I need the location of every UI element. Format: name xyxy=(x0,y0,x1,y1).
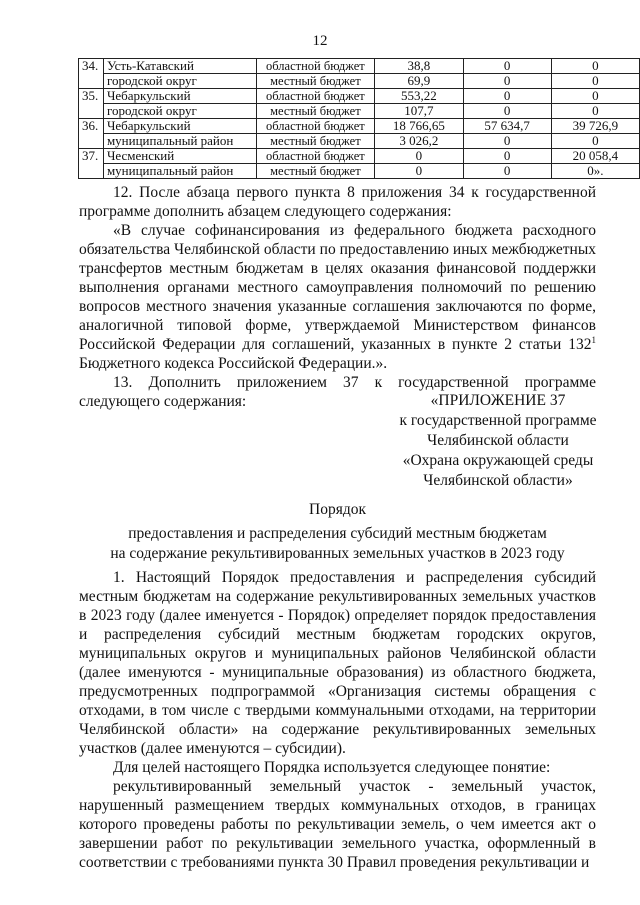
municipality-name-line: Чесменский xyxy=(103,149,256,164)
table-row xyxy=(79,89,640,104)
budget-type-cell: областной бюджет xyxy=(256,149,375,164)
appendix-line-5: Челябинской области» xyxy=(423,472,573,489)
order-title xyxy=(79,500,596,564)
value-cell: 3 026,2 xyxy=(375,134,463,149)
appendix-line-4: «Охрана окружающей среды xyxy=(402,452,594,469)
appendix-line-2: к государственной программе xyxy=(399,412,597,429)
paragraph-12: 12. После абзаца первого пункта 8 приложения 34 к государственной программе дополнить абзацем следующего содержания: xyxy=(79,184,596,220)
municipality-name-line: Чебаркульский xyxy=(103,89,256,104)
value-cell: 0 xyxy=(551,59,639,74)
table-row xyxy=(79,164,640,179)
value-cell: 0 xyxy=(463,89,551,104)
municipality-name-line: Чебаркульский xyxy=(103,119,256,134)
municipality-name-line: муниципальный район xyxy=(103,134,256,149)
page-number: 12 xyxy=(312,33,328,49)
paragraph-12-quote-text: «В случае софинансирования из федерального бюджета расходного обязательства Челябинской области по предоставлению иных межбюджетных трансфертов местным бюджетам в целях оказания финансовой поддержки выполнения органами местного самоуправления полномочий по решению вопросов местного значения указанные соглашения заключаются по форме, аналогичной типовой форме, утверждаемой Министерством финансов Российской Федерации для соглашений, указанных в пункте 2 статьи 132 xyxy=(79,222,596,353)
value-cell: 0 xyxy=(463,164,551,179)
value-cell: 0 xyxy=(551,104,639,119)
table-row xyxy=(79,59,640,74)
row-number: 37. xyxy=(79,149,104,179)
table-row xyxy=(79,74,640,89)
value-cell: 57 634,7 xyxy=(463,119,551,134)
table-row xyxy=(79,104,640,119)
table-row xyxy=(79,134,640,149)
paragraph-12-quote-end: Бюджетного кодекса Российской Федерации.». xyxy=(79,355,388,372)
budget-type-cell: местный бюджет xyxy=(256,104,375,119)
value-cell: 0 xyxy=(463,104,551,119)
value-cell: 0 xyxy=(463,59,551,74)
value-cell: 0 xyxy=(463,74,551,89)
budget-type-cell: местный бюджет xyxy=(256,164,375,179)
value-cell: 20 058,4 xyxy=(551,149,639,164)
order-title-line-2: предоставления и распределения субсидий местным бюджетам xyxy=(128,525,547,542)
body-paragraph-1: 1. Настоящий Порядок предоставления и распределения субсидий местным бюджетам на содержание рекультивированных земельных участков в 2023 году (далее именуется - Порядок) определяет порядок предоставления и распределения субсидий местным бюджетам городских округов, муниципальных округов и муниципальных районов Челябинской области (далее именуются - муниципальные образования) из областного бюджета, предусмотренных подпрограммой «Организация системы обращения с отходами, в том числе с твердыми коммунальными отходами, на территории Челябинской области» на содержание рекультивированных земельных участков (далее именуются – субсидии). xyxy=(79,569,596,757)
value-cell: 0 xyxy=(375,149,463,164)
value-cell: 0 xyxy=(551,134,639,149)
body-paragraph-2: Для целей настоящего Порядка используется следующее понятие: xyxy=(113,759,551,776)
row-number: 35. xyxy=(79,89,104,119)
budget-type-cell: областной бюджет xyxy=(256,119,375,134)
value-cell: 18 766,65 xyxy=(375,119,463,134)
appendix-line-3: Челябинской области xyxy=(427,432,569,449)
budget-type-cell: областной бюджет xyxy=(256,89,375,104)
row-number: 36. xyxy=(79,119,104,149)
budget-table xyxy=(78,58,640,179)
value-cell: 553,22 xyxy=(375,89,463,104)
value-cell: 0 xyxy=(463,149,551,164)
order-title-line-1: Порядок xyxy=(309,501,366,518)
value-cell: 69,9 xyxy=(375,74,463,89)
value-cell: 39 726,9 xyxy=(551,119,639,134)
appendix-header xyxy=(392,391,604,491)
value-cell: 0 xyxy=(551,89,639,104)
value-cell: 0 xyxy=(375,164,463,179)
budget-type-cell: местный бюджет xyxy=(256,134,375,149)
paragraph-13: 13. Дополнить приложением 37 к государственной программе следующего содержания: xyxy=(79,374,596,410)
value-cell: 38,8 xyxy=(375,59,463,74)
paragraph-12-block xyxy=(79,183,596,411)
budget-type-cell: областной бюджет xyxy=(256,59,375,74)
municipality-name-line: Усть-Катавский xyxy=(103,59,256,74)
municipality-name-line: муниципальный район xyxy=(103,164,256,179)
paragraph-12-quote xyxy=(79,221,596,373)
municipality-name-line: городской округ xyxy=(103,74,256,89)
order-body xyxy=(79,568,596,872)
value-cell: 0 xyxy=(551,74,639,89)
table-row xyxy=(79,149,640,164)
budget-type-cell: местный бюджет xyxy=(256,74,375,89)
value-cell: 0 xyxy=(463,134,551,149)
body-paragraph-3: рекультивированный земельный участок - земельный участок, нарушенный размещением твердых коммунальных отходов, в границах которого проведены работы по рекультивации земель, о чем имеется акт о завершении работ по рекультивации земельного участка, оформленный в соответствии с требованиями пункта 30 Правил проведения рекультивации и xyxy=(79,778,596,871)
order-title-line-3: на содержание рекультивированных земельных участков в 2023 году xyxy=(110,545,565,562)
value-cell: 0». xyxy=(551,164,639,179)
table-row xyxy=(79,119,640,134)
value-cell: 107,7 xyxy=(375,104,463,119)
row-number: 34. xyxy=(79,59,104,89)
municipality-name-line: городской округ xyxy=(103,104,256,119)
footnote-sup: 1 xyxy=(591,334,596,345)
appendix-line-1: «ПРИЛОЖЕНИЕ 37 xyxy=(430,392,566,409)
